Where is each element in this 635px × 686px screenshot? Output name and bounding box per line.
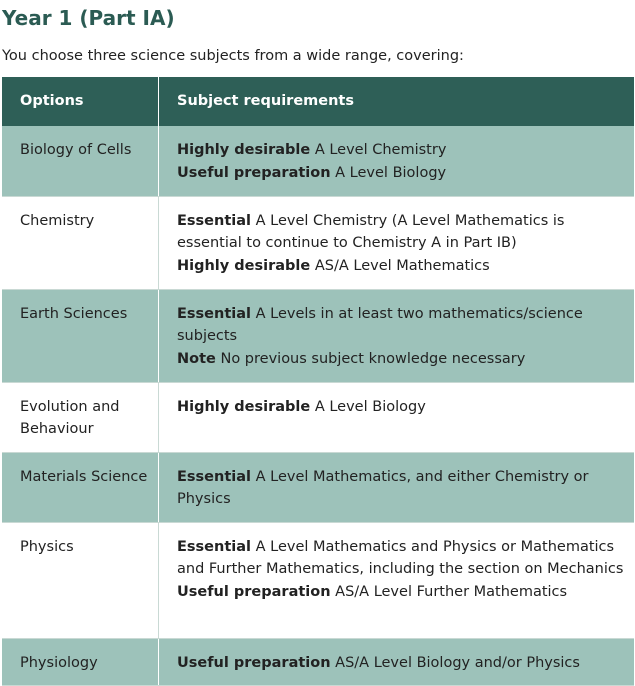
requirement-label: Essential xyxy=(177,212,251,229)
option-name: Earth Sciences xyxy=(20,305,128,322)
requirements-cell xyxy=(159,638,635,685)
option-name: Evolution and Behaviour xyxy=(20,398,120,437)
requirement-label: Useful preparation xyxy=(177,654,331,671)
requirement-text: A Level Chemistry xyxy=(310,142,447,158)
requirement-line xyxy=(177,255,624,278)
requirements-cell xyxy=(159,522,635,638)
requirement-text: A Level Mathematics, and either Chemistry or Physics xyxy=(177,468,589,507)
option-cell xyxy=(2,452,159,522)
requirements-cell xyxy=(159,196,635,289)
requirement-line xyxy=(177,348,624,371)
option-cell xyxy=(2,289,159,382)
table-row xyxy=(2,196,634,289)
requirement-label: Highly desirable xyxy=(177,142,311,158)
requirement-text: A Level Chemistry (A Level Mathematics is essential to continue to Chemistry A in Part IB) xyxy=(177,212,565,251)
requirement-line xyxy=(177,466,624,511)
requirement-line xyxy=(177,139,624,162)
option-cell xyxy=(2,196,159,289)
table-header-row xyxy=(2,77,634,126)
requirement-text: AS/A Level Further Mathematics xyxy=(330,583,568,600)
requirement-text: AS/A Level Biology and/or Physics xyxy=(330,654,580,671)
option-name: Physics xyxy=(20,538,74,555)
requirements-cell xyxy=(159,452,635,522)
requirement-text: AS/A Level Mathematics xyxy=(310,257,490,274)
requirement-label: Highly desirable xyxy=(177,257,311,274)
requirement-line xyxy=(177,162,624,185)
requirement-label: Essential xyxy=(177,538,251,555)
requirement-text: A Levels in at least two mathematics/science subjects xyxy=(177,305,583,344)
intro-text: You choose three science subjects from a wide range, covering: xyxy=(2,48,464,64)
option-name: Physiology xyxy=(20,654,98,671)
option-name: Chemistry xyxy=(20,212,95,229)
requirement-line xyxy=(177,536,624,581)
option-cell xyxy=(2,522,159,638)
requirement-text: A Level Biology xyxy=(310,398,426,415)
option-cell xyxy=(2,382,159,452)
requirement-text: A Level Mathematics and Physics or Mathematics and Further Mathematics, including the section on Mechanics xyxy=(177,538,624,577)
requirement-label: Useful preparation xyxy=(177,164,331,181)
option-name: Materials Science xyxy=(20,468,148,485)
table-row xyxy=(2,382,634,452)
requirement-text: No previous subject knowledge necessary xyxy=(215,350,526,367)
table-body xyxy=(2,126,634,685)
table-row xyxy=(2,522,634,638)
requirements-cell xyxy=(159,382,635,452)
requirement-line xyxy=(177,581,624,604)
option-cell xyxy=(2,126,159,196)
header-options: Options xyxy=(2,77,159,126)
requirements-table xyxy=(2,77,634,686)
page-title: Year 1 (Part IA) xyxy=(2,6,175,30)
requirement-text: A Level Biology xyxy=(330,164,447,181)
requirements-cell xyxy=(159,289,635,382)
requirement-label: Highly desirable xyxy=(177,398,311,415)
table-row xyxy=(2,126,634,196)
requirement-line xyxy=(177,652,624,675)
option-cell xyxy=(2,638,159,685)
requirements-cell xyxy=(159,126,635,196)
requirement-label: Note xyxy=(177,350,216,367)
requirement-label: Essential xyxy=(177,305,251,322)
requirement-label: Essential xyxy=(177,468,251,485)
table-row xyxy=(2,638,634,685)
requirement-line xyxy=(177,303,624,348)
table-row xyxy=(2,289,634,382)
requirement-line xyxy=(177,210,624,255)
header-subject-requirements: Subject requirements xyxy=(159,77,635,126)
requirement-label: Useful preparation xyxy=(177,583,331,600)
table-row xyxy=(2,452,634,522)
requirement-line xyxy=(177,396,624,419)
option-name: Biology of Cells xyxy=(20,142,132,158)
